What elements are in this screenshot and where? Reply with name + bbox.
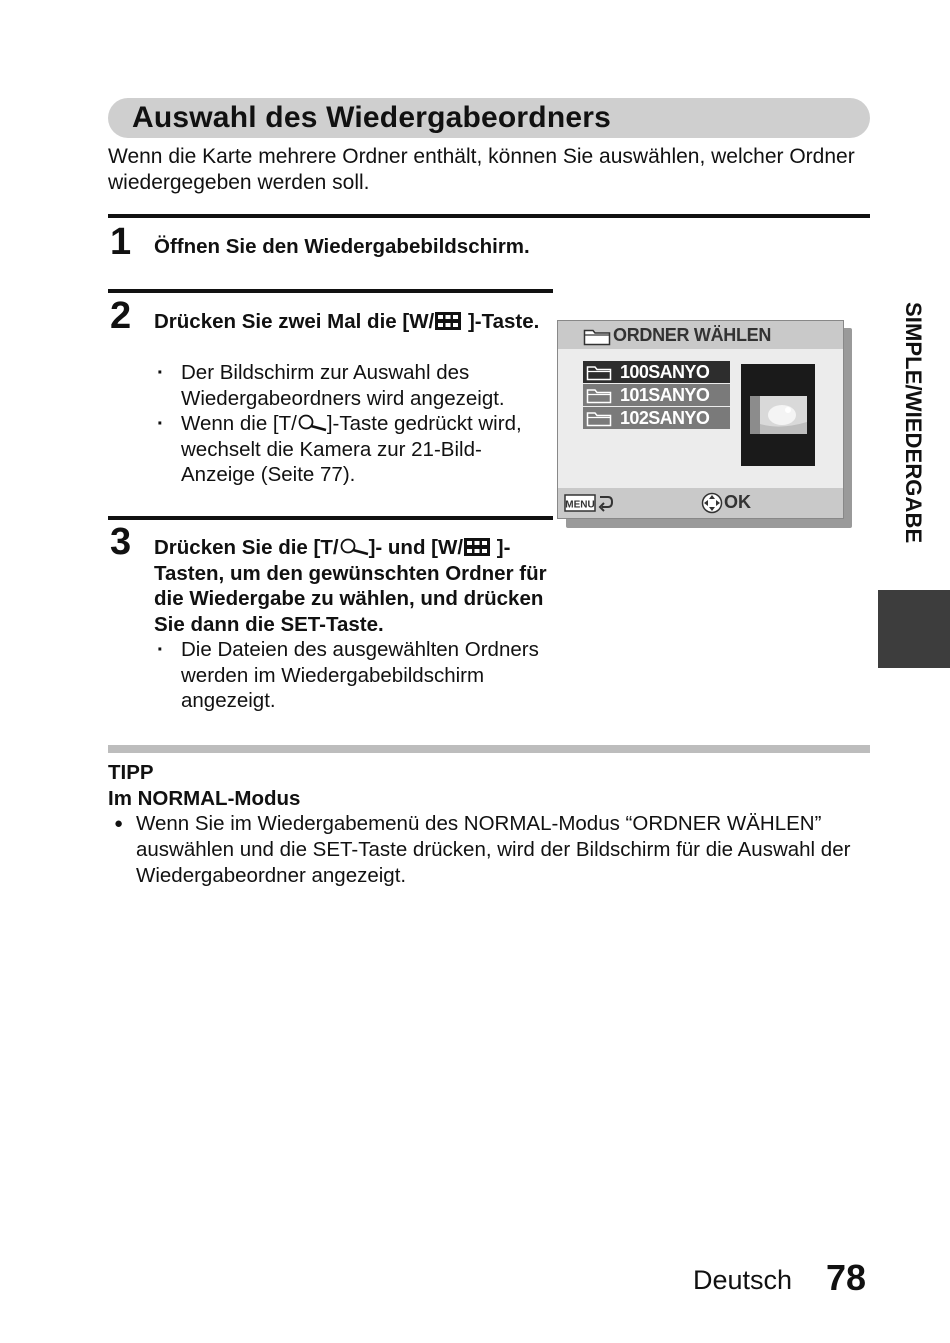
side-tab-label: SIMPLE/WIEDERGABE xyxy=(901,302,926,544)
magnifier-icon xyxy=(297,414,327,432)
step-2-bullets xyxy=(154,360,549,488)
tip-subtitle: Im NORMAL-Modus xyxy=(108,787,301,810)
step-2-heading-part-b: ]-Taste. xyxy=(467,310,540,333)
step-2-heading-part-a: Drücken Sie zwei Mal die [W/ xyxy=(154,310,435,333)
step-3-heading-part-a: Drücken Sie die [T/ xyxy=(154,536,339,559)
page-title: Auswahl des Wiedergabeordners xyxy=(132,101,611,134)
folder-name: 100SANYO xyxy=(620,362,710,382)
folder-name: 102SANYO xyxy=(620,408,710,428)
step-1-number: 1 xyxy=(110,221,132,263)
step-3-heading-part-c: ]-Tasten, um den gewünschten Ordner für die Wiedergabe zu wählen, und drücken Sie dann die SET-Taste. xyxy=(154,536,547,636)
step-3-rule xyxy=(108,516,553,520)
step-3-heading xyxy=(154,535,554,637)
screen-header-title: ORDNER WÄHLEN xyxy=(613,325,772,345)
folder-icon xyxy=(586,386,612,404)
svg-text:MENU: MENU xyxy=(565,499,595,511)
section-title-bar xyxy=(108,98,870,138)
step-2-rule xyxy=(108,289,553,293)
list-item: ● Wenn Sie im Wiedergabemenü des NORMAL-Modus “ORDNER WÄHLEN” auswählen und die SET-Taste drücken, wird der Bildschirm für die Auswahl der Wiedergabeordner angezeigt. xyxy=(108,811,868,889)
step-2-heading xyxy=(154,309,544,335)
footer-language: Deutsch xyxy=(693,1265,793,1295)
step-3-bullets xyxy=(154,637,549,714)
magnifier-icon xyxy=(339,538,369,556)
step-2-number: 2 xyxy=(110,295,132,337)
list-item: · Der Bildschirm zur Auswahl des Wiedergabeordners wird angezeigt. xyxy=(154,360,549,411)
step-3-heading-part-b: ]- und [W/ xyxy=(368,536,464,559)
step-2-bullet-2-part-a: Wenn die [T/ xyxy=(181,412,297,435)
ok-label: OK xyxy=(724,492,751,512)
preview-image xyxy=(750,396,807,434)
step-3-number: 3 xyxy=(110,521,132,563)
screen-header xyxy=(558,321,843,349)
list-item xyxy=(154,411,549,488)
camera-screen xyxy=(557,320,844,519)
tip-divider xyxy=(108,745,870,753)
index-grid-icon xyxy=(434,311,462,331)
direction-pad-icon xyxy=(701,492,723,514)
list-item: · Die Dateien des ausgewählten Ordners werden im Wiedergabebildschirm angezeigt. xyxy=(154,637,549,714)
side-tab-marker xyxy=(878,590,950,668)
intro-text: Wenn die Karte mehrere Ordner enthält, können Sie auswählen, welcher Ordner wiedergegeben werden soll. xyxy=(108,145,855,194)
folder-name: 101SANYO xyxy=(620,385,710,405)
index-grid-icon xyxy=(463,537,491,557)
folder-icon xyxy=(586,363,612,381)
folder-row-101sanyo[interactable] xyxy=(583,384,730,406)
page-number: 78 xyxy=(826,1257,867,1298)
step-1-heading: Öffnen Sie den Wiedergabebildschirm. xyxy=(154,235,530,258)
step-1-rule xyxy=(108,214,870,218)
screen-footer xyxy=(558,488,843,518)
folder-icon xyxy=(586,409,612,427)
folder-icon xyxy=(583,326,611,346)
folder-row-100sanyo[interactable] xyxy=(583,361,730,383)
menu-return-icon xyxy=(564,494,616,512)
tip-list xyxy=(108,811,868,889)
step-2-bullet-2-part-b: ]-Taste gedrückt wird, wechselt die Kamera zur 21-Bild-Anzeige (Seite 77). xyxy=(181,412,522,486)
tip-title: TIPP xyxy=(108,761,154,784)
folder-row-102sanyo[interactable] xyxy=(583,407,730,429)
preview-thumbnail xyxy=(741,364,815,466)
